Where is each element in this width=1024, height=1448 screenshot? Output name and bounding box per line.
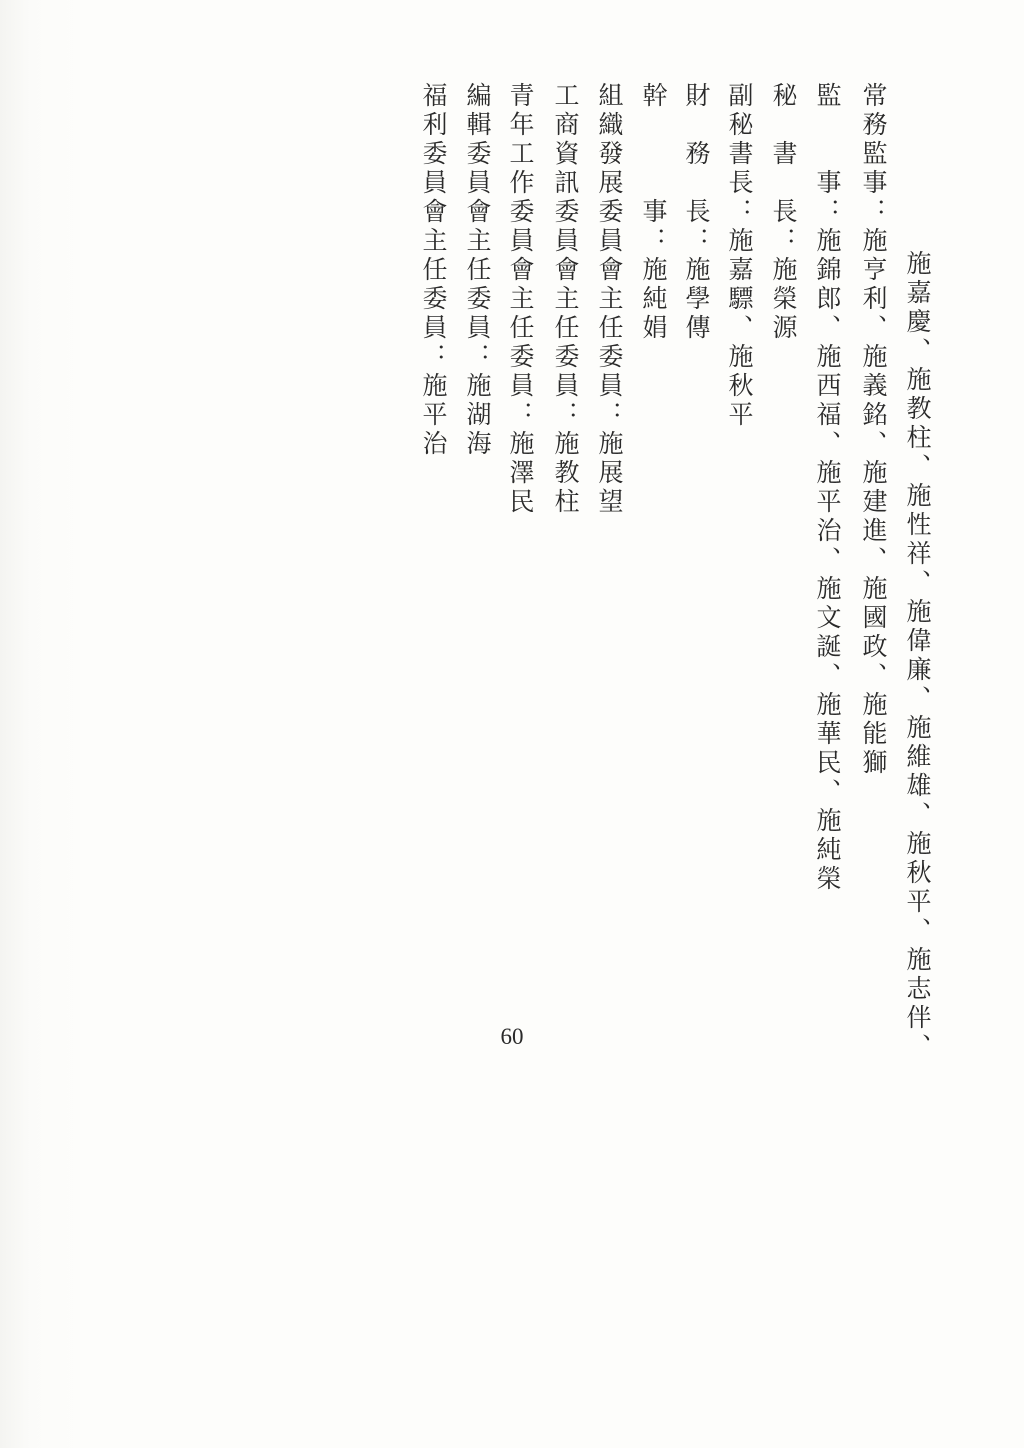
welfare-committee-line: 福利委員會主任委員：施平治 (419, 82, 448, 459)
supervisors-line: 監 事：施錦郎、施西福、施平治、施文誕、施華民、施純榮 (813, 82, 842, 894)
standing-supervisors-line: 常務監事：施亨利、施義銘、施建進、施國政、施能獅 (859, 82, 888, 778)
youth-work-committee-line: 青年工作委員會主任委員：施澤民 (506, 82, 535, 517)
secretary-line: 幹 事：施純娟 (639, 82, 668, 343)
deputy-secretary-general-line: 副秘書長：施嘉驃、施秋平 (725, 82, 754, 430)
member-list-continuation: 施嘉慶、施教柱、施性祥、施偉廉、施維雄、施秋平、施志伴、 (903, 250, 932, 1062)
organization-development-committee-line: 組織發展委員會主任委員：施展望 (595, 82, 624, 517)
editorial-committee-line: 編輯委員會主任委員：施湖海 (463, 82, 492, 459)
treasurer-line: 財 務 長：施學傳 (682, 82, 711, 343)
page-number: 60 (500, 1024, 524, 1049)
secretary-general-line: 秘 書 長：施榮源 (769, 82, 798, 343)
business-information-committee-line: 工商資訊委員會主任委員：施教柱 (551, 82, 580, 517)
